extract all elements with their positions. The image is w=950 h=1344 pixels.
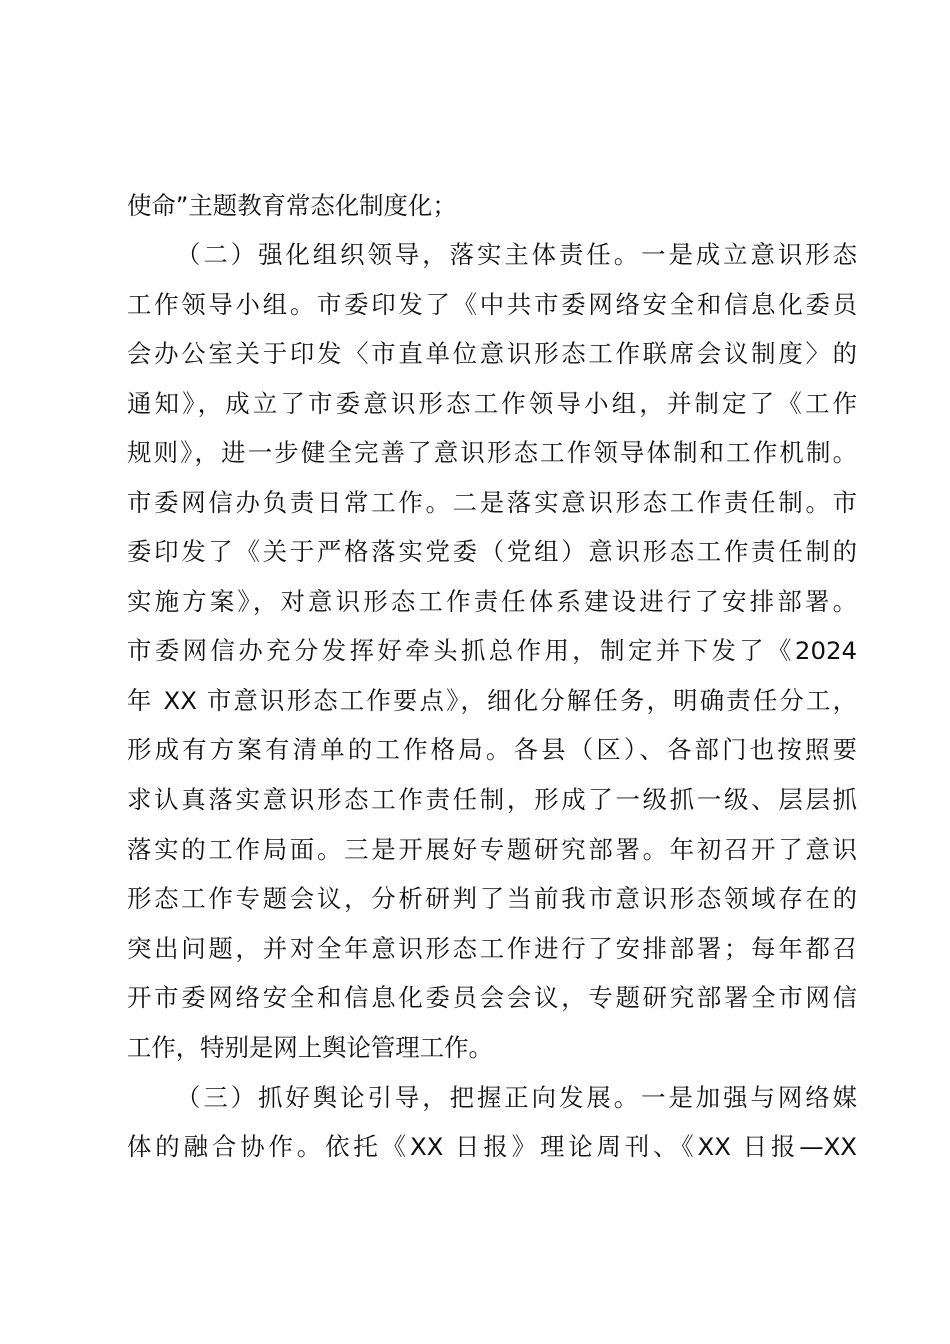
text-line: 落实的工作局面。三是开展好专题研究部署。年初召开了意识 (127, 835, 857, 864)
text-line: 工作，特别是网上舆论管理工作。 (127, 1033, 493, 1062)
text-line: 市委网信办充分发挥好牵头抓总作用，制定并下发了《2024 (127, 636, 857, 665)
text-line: 委印发了《关于严格落实党委（党组）意识形态工作责任制的 (127, 537, 857, 566)
text-line: 工作领导小组。市委印发了《中共市委网络安全和信息化委员 (127, 290, 857, 319)
text-line: 使命”主题教育常态化制度化； (127, 191, 457, 220)
text-line: 形态工作专题会议，分析研判了当前我市意识形态领域存在的 (127, 884, 857, 913)
text-line: 形成有方案有清单的工作格局。各县（区）、各部门也按照要 (127, 735, 857, 764)
paragraph-heading-line: （二）强化组织领导，落实主体责任。一是成立意识形态 (176, 240, 857, 269)
paragraph-heading-line: （三）抓好舆论引导，把握正向发展。一是加强与网络媒 (176, 1083, 857, 1112)
text-line: 会办公室关于印发〈市直单位意识形态工作联席会议制度〉的 (127, 339, 857, 368)
text-line: 年 XX 市意识形态工作要点》，细化分解任务，明确责任分工， (127, 686, 857, 715)
text-line: 求认真落实意识形态工作责任制，形成了一级抓一级、层层抓 (127, 785, 857, 814)
text-line: 体的融合协作。依托《XX 日报》理论周刊、《XX 日报—XX (127, 1132, 857, 1161)
text-line: 规则》，进一步健全完善了意识形态工作领导体制和工作机制。 (127, 438, 857, 467)
text-line: 市委网信办负责日常工作。二是落实意识形态工作责任制。市 (127, 488, 857, 517)
text-line: 开市委网络安全和信息化委员会会议，专题研究部署全市网信 (127, 983, 857, 1012)
text-line: 实施方案》，对意识形态工作责任体系建设进行了安排部署。 (127, 587, 857, 616)
text-line: 通知》，成立了市委意识形态工作领导小组，并制定了《工作 (127, 389, 857, 418)
text-line: 突出问题，并对全年意识形态工作进行了安排部署；每年都召 (127, 934, 857, 963)
